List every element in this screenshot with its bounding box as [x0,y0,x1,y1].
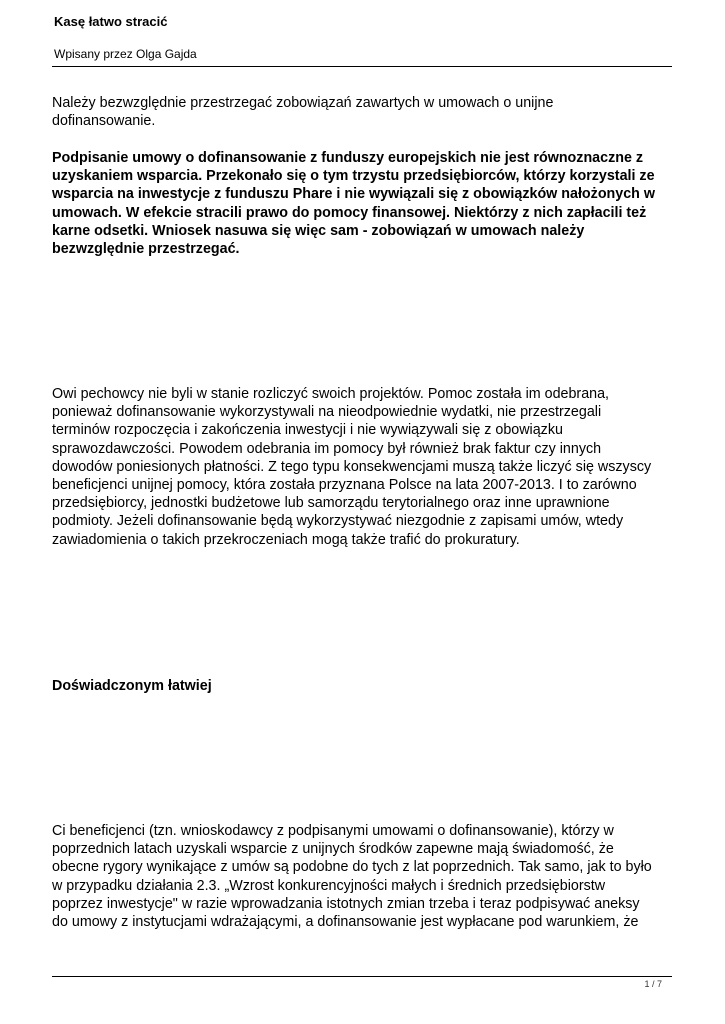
footer-divider [52,976,672,977]
lead-paragraph: Podpisanie umowy o dofinansowanie z funduszy europejskich nie jest równoznaczne z uzyskaniem wsparcia. Przekonało się o tym trzystu przedsiębiorców, którzy korzystali ze wsparcia na inwestycje z funduszu Phare i nie wywiązali się z obowiązków nałożonych w umowach. W efekcie stracili prawo do pomocy finansowej. Niektórzy z nich zapłacili też karne odsetki. Wniosek nasuwa się więc sam - zobowiązań w umowach należy bezwzględnie przestrzegać. [52,150,656,258]
document-title: Kasę łatwo stracić [54,14,168,29]
body-paragraph-1: Owi pechowcy nie byli w stanie rozliczyć swoich projektów. Pomoc została im odebrana, ponieważ dofinansowanie wykorzystywali na nieodpowiednie wydatki, nie przestrzegali terminów rozpoczęcia i zakończenia inwestycji i nie wywiązywali się z obowiązku sprawozdawczości. Powodem odebrania im pomocy był również brak faktur czy innych dowodów poniesionych płatności. Z tego typu konsekwencjami muszą także liczyć się wszyscy beneficjenci unijnej pomocy, która została przyznana Polsce na lata 2007-2013. I to zarówno przedsiębiorcy, jednostki budżetowe lub samorządu terytorialnego oraz inne uprawnione podmioty. Jeżeli dofinansowanie będą wykorzystywać niezgodnie z zapisami umów, wtedy zawiadomienia o takich przekroczeniach mogą także trafić do prokuratury. [52,386,652,548]
page-number: 1 / 7 [644,979,662,989]
section-subheading: Doświadczonym łatwiej [52,678,212,694]
header-divider [52,66,672,67]
body-paragraph-2: Ci beneficjenci (tzn. wnioskodawcy z podpisanymi umowami o dofinansowanie), którzy w poprzednich latach uzyskali wsparcie z unijnych środków zapewne mają świadomość, że obecne rygory wynikające z umów są podobne do tych z lat poprzednich. Tak samo, jak to było w przypadku działania 2.3. „Wzrost konkurencyjności małych i średnich przedsiębiorstw poprzez inwestycje" w razie wprowadzania istotnych zmian trzeba i teraz podpisywać aneksy do umowy z instytucjami wdrażającymi, a dofinansowanie jest wypłacane pod warunkiem, że [52,823,652,931]
author-line: Wpisany przez Olga Gajda [54,47,197,61]
intro-paragraph: Należy bezwzględnie przestrzegać zobowiązań zawartych w umowach o unijne dofinansowanie. [52,95,554,130]
